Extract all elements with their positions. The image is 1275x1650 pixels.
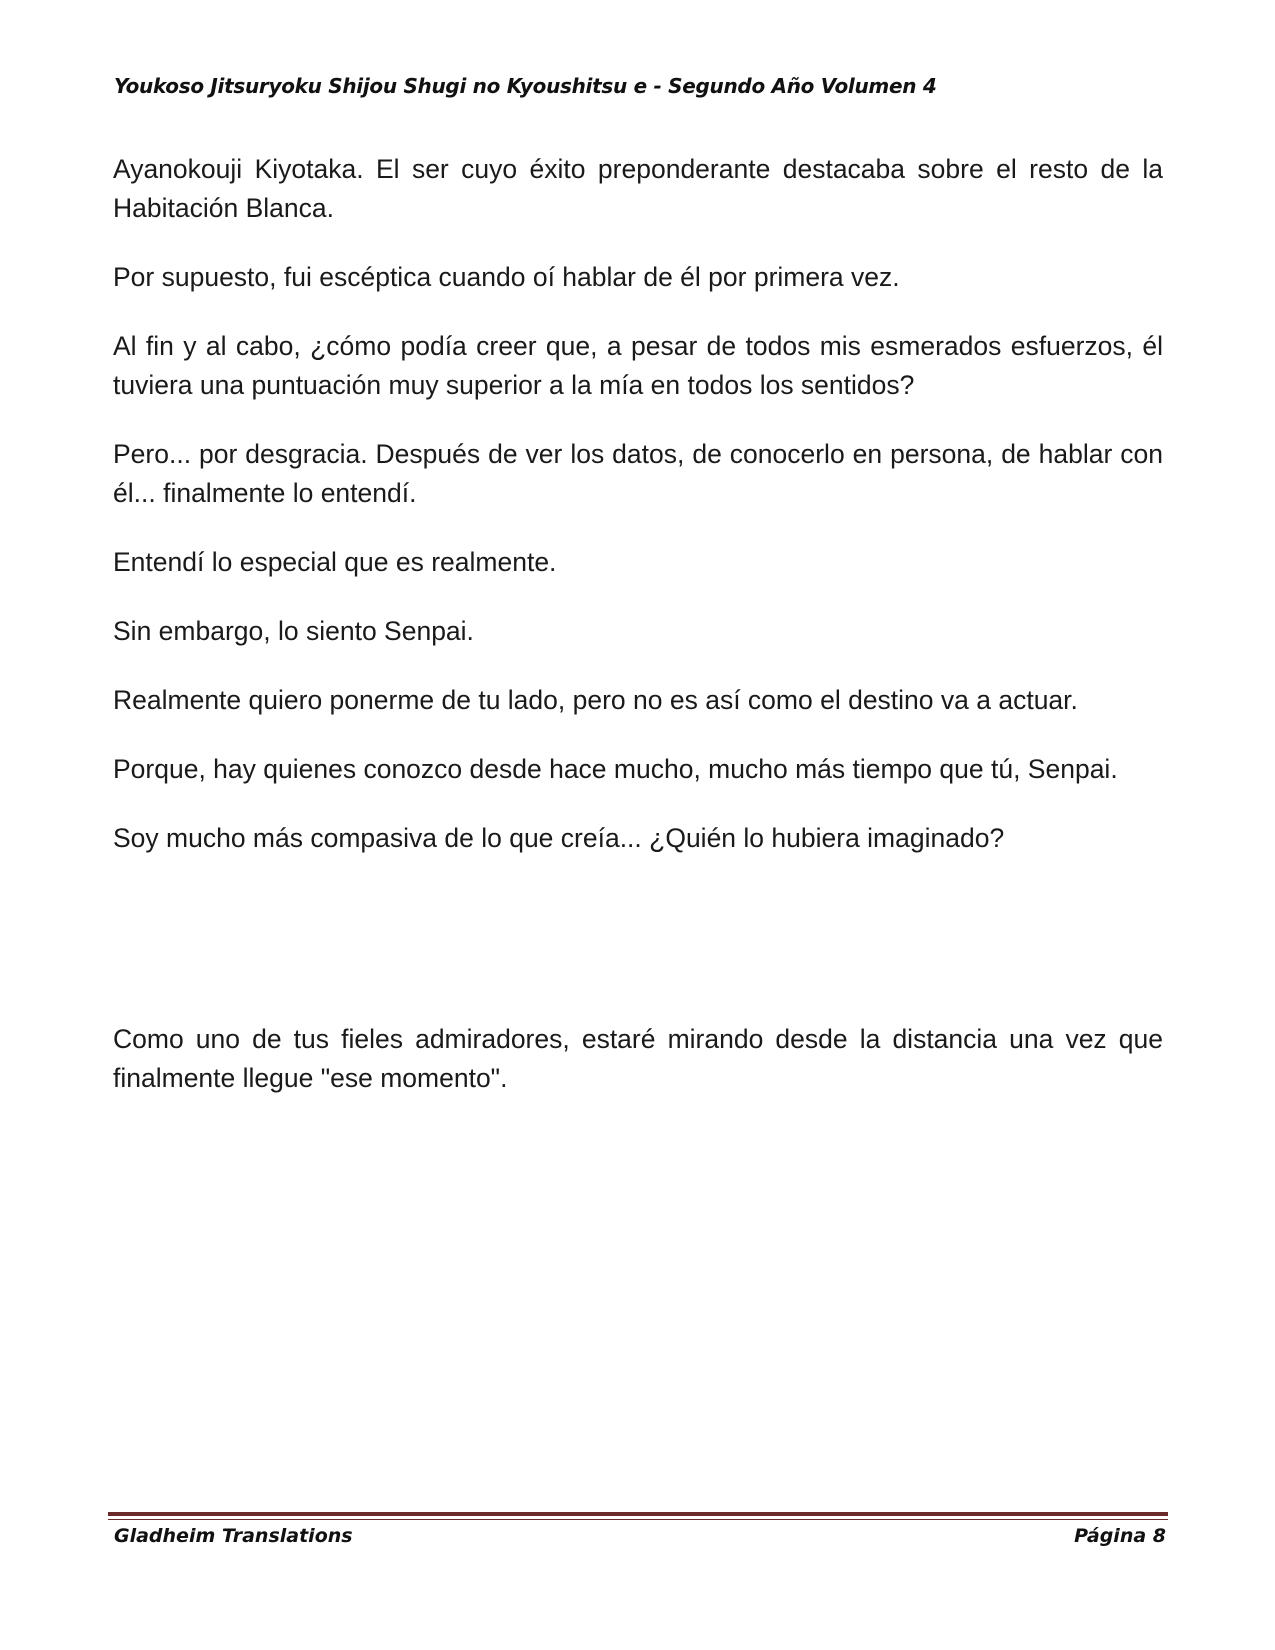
paragraph: Pero... por desgracia. Después de ver los datos, de conocerlo en persona, de hablar con él... finalmente lo entendí. <box>113 439 1163 508</box>
paragraph: Sin embargo, lo siento Senpai. <box>113 616 474 646</box>
paragraph: Al fin y al cabo, ¿cómo podía creer que, a pesar de todos mis esmerados esfuerzos, él tuviera una puntuación muy superior a la mía en todos los sentidos? <box>113 331 1163 400</box>
page-header-title: Youkoso Jitsuryoku Shijou Shugi no Kyoushitsu e - Segundo Año Volumen 4 <box>114 74 937 98</box>
footer-page-number: Página 8 <box>1074 1525 1166 1547</box>
paragraph: Soy mucho más compasiva de lo que creía... ¿Quién lo hubiera imaginado? <box>113 823 1005 853</box>
footer-divider-thin <box>108 1519 1168 1520</box>
paragraph: Ayanokouji Kiyotaka. El ser cuyo éxito preponderante destacaba sobre el resto de la Habitación Blanca. <box>113 154 1163 223</box>
body-text <box>113 150 1163 1128</box>
paragraph: Entendí lo especial que es realmente. <box>113 547 557 577</box>
paragraph: Porque, hay quienes conozco desde hace mucho, mucho más tiempo que tú, Senpai. <box>113 754 1118 784</box>
blank-space <box>113 888 1163 1020</box>
paragraph: Realmente quiero ponerme de tu lado, pero no es así como el destino va a actuar. <box>113 685 1078 715</box>
footer-divider <box>108 1512 1168 1516</box>
footer-publisher: Gladheim Translations <box>114 1525 353 1547</box>
paragraph: Por supuesto, fui escéptica cuando oí hablar de él por primera vez. <box>113 262 900 292</box>
paragraph: Como uno de tus fieles admiradores, estaré mirando desde la distancia una vez que finalmente llegue "ese momento". <box>113 1024 1163 1093</box>
